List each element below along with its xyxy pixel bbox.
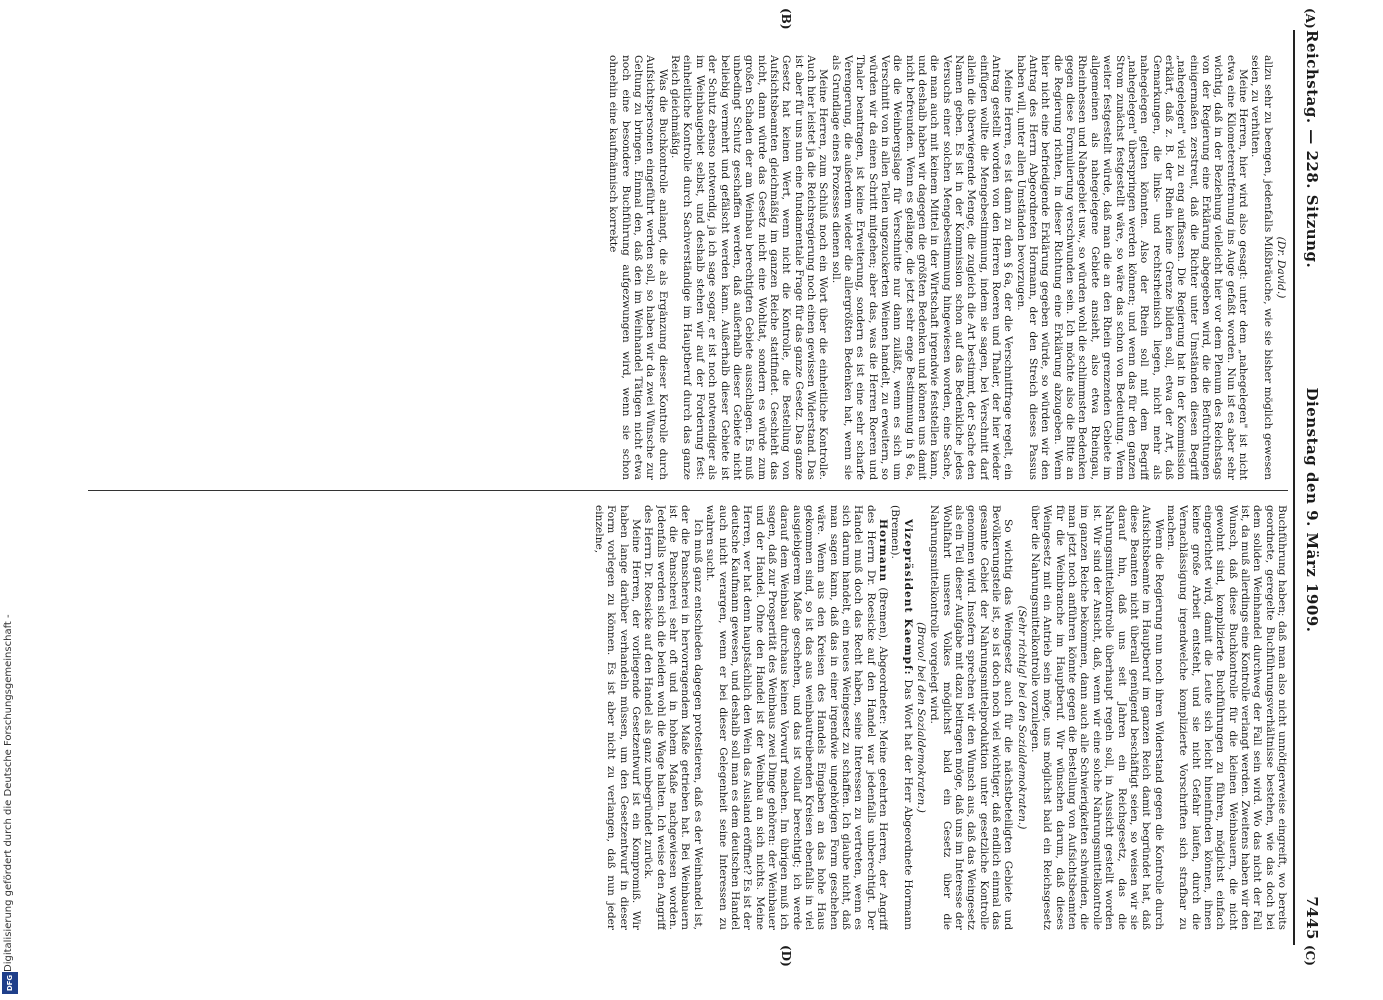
running-speaker: (Dr. David.) xyxy=(1275,236,1287,299)
paragraph: Ich muß ganz entschieden dagegen protestieren, daß es der Weinhandel ist, der die Panscherei in hervorragendem Maße getrieben hat. Bei Weinbauern ist die Panscherei sehr oft und in hohem Maße nachgewiesen worden. Jedenfalls werden sich die beiden wohl die Wage halten. Ich weise den Angriff des Herrn Dr. Roesicke auf den Handel als ganz unbegründet zurück. xyxy=(642,505,704,930)
page-number: 7445 xyxy=(1303,896,1321,940)
paragraph: Wenn die Regierung nun noch ihren Widerstand gegen die Kontrolle durch Aufsichtsbeamte im Hauptberuf im ganzen Reich damit begründet hat, daß diese Beamten nicht überall genügend beschäftigt seien, so weisen wir sie darauf hin, daß uns seit Jahren ein Reichsgesetz, das die Nahrungsmittelkontrolle überhaupt regeln soll, in Aussicht gestellt worden ist. Wir sind der Ansicht, daß, wenn wir eine solche Nahrungsmittelkontrolle im ganzen Reiche bekommen, dann auch alle Schwierigkeiten schwinden, die man jetzt noch anführen könnte gegen die Bestellung von Aufsichtsbeamten für die Weinbranche im Hauptberuf. Wir wünschen darum, daß dieses Weingesetz mit ein Antrieb sein möge, uns möglichst bald ein Reichsgesetz über die Nahrungsmittelkontrolle vorzulegen. xyxy=(1029,505,1165,930)
paragraph: So wichtig das Weingesetz auch für die nächstbeteiligten Gebiete und Bevölkerungsteile ist, so ist doch noch viel wichtiger, daß endlich einmal das gesamte Gebiet der Nahrungsmittelproduktion unter gesetzliche Kontrolle genommen wird. Insofern sprechen wir den Wunsch aus, daß das Weingesetz als ein Teil dieser Aufgabe mit dazu beitragen möge, daß uns im Interesse der Wohlfahrt unseres Volkes möglichst bald ein Gesetz über die Nahrungsmittelkontrolle vorgelegt wird. xyxy=(928,505,1015,930)
president-statement xyxy=(889,505,914,930)
margin-marker-d: (D) xyxy=(779,945,793,967)
speaker-name: Hormann xyxy=(877,519,889,583)
paragraph: Meine Herren, der vorliegende Gesetzentwurf ist ein Kompromiß. Wir haben lange darüber verhandeln müssen, um den Gesetzentwurf in dieser Form vorlegen zu können. Es ist aber nicht zu verlangen, daß nun jeder einzelne, xyxy=(593,505,643,930)
paragraph: Meine Herren, es ist dann zu dem § 6a, der die Verschnittfrage regelt, ein Antrag gestellt worden von den Herren Roeren und Thaler, der hier wieder einfügen wollte die Mengebestimmung, indem sie sagen, bei Verschnitt darf allein die überwiegende Menge, die zugleich die Art bestimmt, der Sache den Namen geben. Es ist in der Kommission schon auf das Bedenkliche jedes Versuchs einer solchen Mengebestimmung hingewiesen worden, eine Sache, die man auch mit keinem Mittel in der Wirtschaft irgendwie feststellen kann, und deshalb haben wir dagegen die größten Bedenken und können uns damit nicht befreunden. Wenn es gelänge, die jetzt sehr enge Bestimmung in § 6a, die die Weinbergslage für Verschnitte nur dann zuläßt, wenn es sich um Verschnitt von in allen Teilen ungezuckerten Weinen handelt, zu erweitern, so würden wir da einen Schritt mitgehen; aber das, was die Herren Roeren und Thaler beantragen, ist keine Erweiterung, sondern es ist eine sehr scharfe Verengerung, die außerdem wieder die allergrößten Bedenken hat, wenn sie als Grundlage eines Prozesses dienen soll. xyxy=(829,55,1015,480)
interjection: (Bravo! bei den Sozialdemokraten.) xyxy=(915,622,928,813)
left-column xyxy=(88,55,1288,480)
margin-marker-c: (C) xyxy=(1303,945,1317,966)
margin-marker-a: (A) xyxy=(1303,8,1317,29)
paragraph: Was die Buchkontrolle anlangt, die als Ergänzung dieser Kontrolle durch Aufsichtspersonen eingeführt werden soll, so haben wir da zwei Wünsche zur Geltung zu bringen. Einmal den, daß den im Weinhandel Tätigen nicht etwa noch eine besondere Buchführung aufgezwungen wird, wenn sie schon ohnehin eine kaufmännisch korrekte xyxy=(607,55,669,480)
paragraph: allzu sehr zu beengen, jedenfalls Mißbräuche, wie sie bisher möglich gewesen seien, zu verhüten. xyxy=(1249,55,1274,480)
dfg-logo: DFG xyxy=(2,972,18,994)
paragraph: Meine Herren, hier wird also gesagt: unter dem „nahegelegen" ist nicht etwa eine Kilometerentfernung ins Auge gefaßt worden. Nun ist es aber sehr wichtig, daß in der Beziehung vielleicht hier vor dem Plenum des Reichstags von der Regierung eine Erklärung abgegeben wird, die die Befürchtungen einigermaßen zerstreut, daß die Richter unter Umständen diesen Begriff „nahegelegen" viel zu eng auffassen. Die Regierung hat in der Kommission erklärt, daß z. B. der Rhein keine Grenze bilden soll, etwa der Art, daß Gemarkungen, die links- und rechtsrheinisch liegen, nicht mehr als nahegelegen gelten könnten. Also der Rhein soll mit dem Begriff „nahegelegen" überspringen werden können; und wenn das für den ganzen Strom zunächst festgestellt wäre, so wäre das schon von Bedeutung. Wenn weiter festgestellt würde, daß man die an den Rhein grenzenden Gebiete im allgemeinen als nahegelegene Gebiete ansieht, also etwa Rheingau, Rheinhessen und Nahegebiet usw., so würden wohl die schlimmsten Bedenken gegen diese Formulierung verschwunden sein. Ich möchte also die Bitte an die Regierung richten, in dieser Richtung eine Erklärung abzugeben. Wenn hier nicht eine befriedigende Erklärung gegeben würde, so würden wir den Antrag des Herrn Abgeordneten Hormann, der den Streich dieses Passus haben will, unter allen Umständen bevorzugen. xyxy=(1014,55,1249,480)
interjection: (Sehr richtig! bei den Sozialdemokraten.) xyxy=(1015,605,1028,830)
paragraph: Meine Herren, zum Schluß noch ein Wort über die einheitliche Kontrolle. Auch hier leistet ja die Reichsregierung noch einen gewissen Widerstand. Das ist aber für uns nun eine fundamentale Frage für das ganze Gesetz. Das ganze Gesetz hat keinen Wert, wenn nicht die Kontrolle, die Bestellung von Aufsichtsbeamten gleichmäßig im ganzen Reiche stattfindet. Geschieht das nicht, dann würde das Gesetz nicht eine Wohltat, sondern es würde zum großen Schaden der am Weinbau berechtigten Gebiete ausschlagen. Es muß unbedingt Schutz geschaffen werden, daß außerhalb dieser Gebiete nicht beliebig vermehrt und gefälscht werden kann. Außerhalb dieser Gebiete ist der Schutz ebenso notwendig, ja ich sage sogar, er ist noch notwendiger als im Weinbaugebiet selbst, und deshalb stehen wir auf der Forderung fest: einheitliche Kontrolle durch Sachverständige im Hauptberuf durch das ganze Reich gleichmäßig. xyxy=(669,55,830,480)
digitization-sidebar xyxy=(0,0,20,1000)
header-date: Dienstag den 9. März 1909. xyxy=(1303,387,1321,633)
margin-marker-b: (B) xyxy=(779,8,793,30)
header-rule xyxy=(1293,30,1295,945)
dfg-credit: Digitalisierung gefördert durch die Deutsche Forschungsgemeinschaft - xyxy=(3,614,14,972)
paragraph: Buchführung haben; daß man also nicht unnötigerweise eingreift, wo bereits geordnete, geregelte Buchführungsverhältnisse bestehen, wie das doch bei dem soliden Weinhandel durchweg der Fall sein wird. Wo das nicht der Fall ist, da muß allerdings eine Kontrolle verlangt werden. Zweitens haben wir den Wunsch, daß diese Buchkontrolle für die kleinen Weinbauern, die nicht gewohnt sind, komplizierte Buchführungen zu führen, möglichst einfach eingerichtet wird, damit die Leute sich leicht hineinfinden können, ihnen keine große Arbeit entsteht, und sie nicht Gefahr laufen, durch die Vernachlässigung irgendwelche komplizierte Vorschriften sich strafbar zu machen. xyxy=(1164,505,1288,930)
column-divider xyxy=(88,490,1288,491)
speech-text: (Bremen), Abgeordneter: Meine geehrten Herren, der Angriff des Herrn Dr. Roesicke auf den Handel war jedenfalls unberechtigt. Der Handel muß doch das Recht haben, seine Interessen zu vertreten, wenn es sich darum handelt, ein neues Weingesetz zu schaffen. Ich glaube nicht, daß man sagen kann, daß das in einer irgendwie ungehörigen Form geschehen wäre. Wenn aus den Kreisen des Handels Eingaben an das hohe Haus gekommen sind, so ist das aus weinbautreibenden Kreisen ebenfalls in viel ausgiebigerem Maße geschehen, und das ist vollauf berechtigt; ich werde darauf dem Weinbau durchaus keinen Vorwurf machen. Im übrigen muß ich sagen, daß zur Prosperität des Weinbaus zwei Dinge gehören: der Weinbauer und der Handel. Ohne den Handel ist der Weinbau an sich nichts. Meine Herren, wer hat denn hauptsächlich den Wein das Ausland eröffnet? Es ist der deutsche Kaufmann gewesen, und deshalb soll man es dem deutschen Handel auch nicht verargen, wenn er bei dieser Gelegenheit seine Interessen zu wahren sucht. xyxy=(704,505,889,930)
speech-start xyxy=(704,505,889,930)
president-text: Das Wort hat der Herr Abgeordnete Hormann (Bremen). xyxy=(889,505,914,930)
header-session: Reichstag. — 228. Sitzung. xyxy=(1303,30,1321,269)
right-column xyxy=(88,505,1288,930)
president-name: Vizepräsident Kaempf: xyxy=(901,519,914,676)
page-header xyxy=(1295,30,1321,940)
